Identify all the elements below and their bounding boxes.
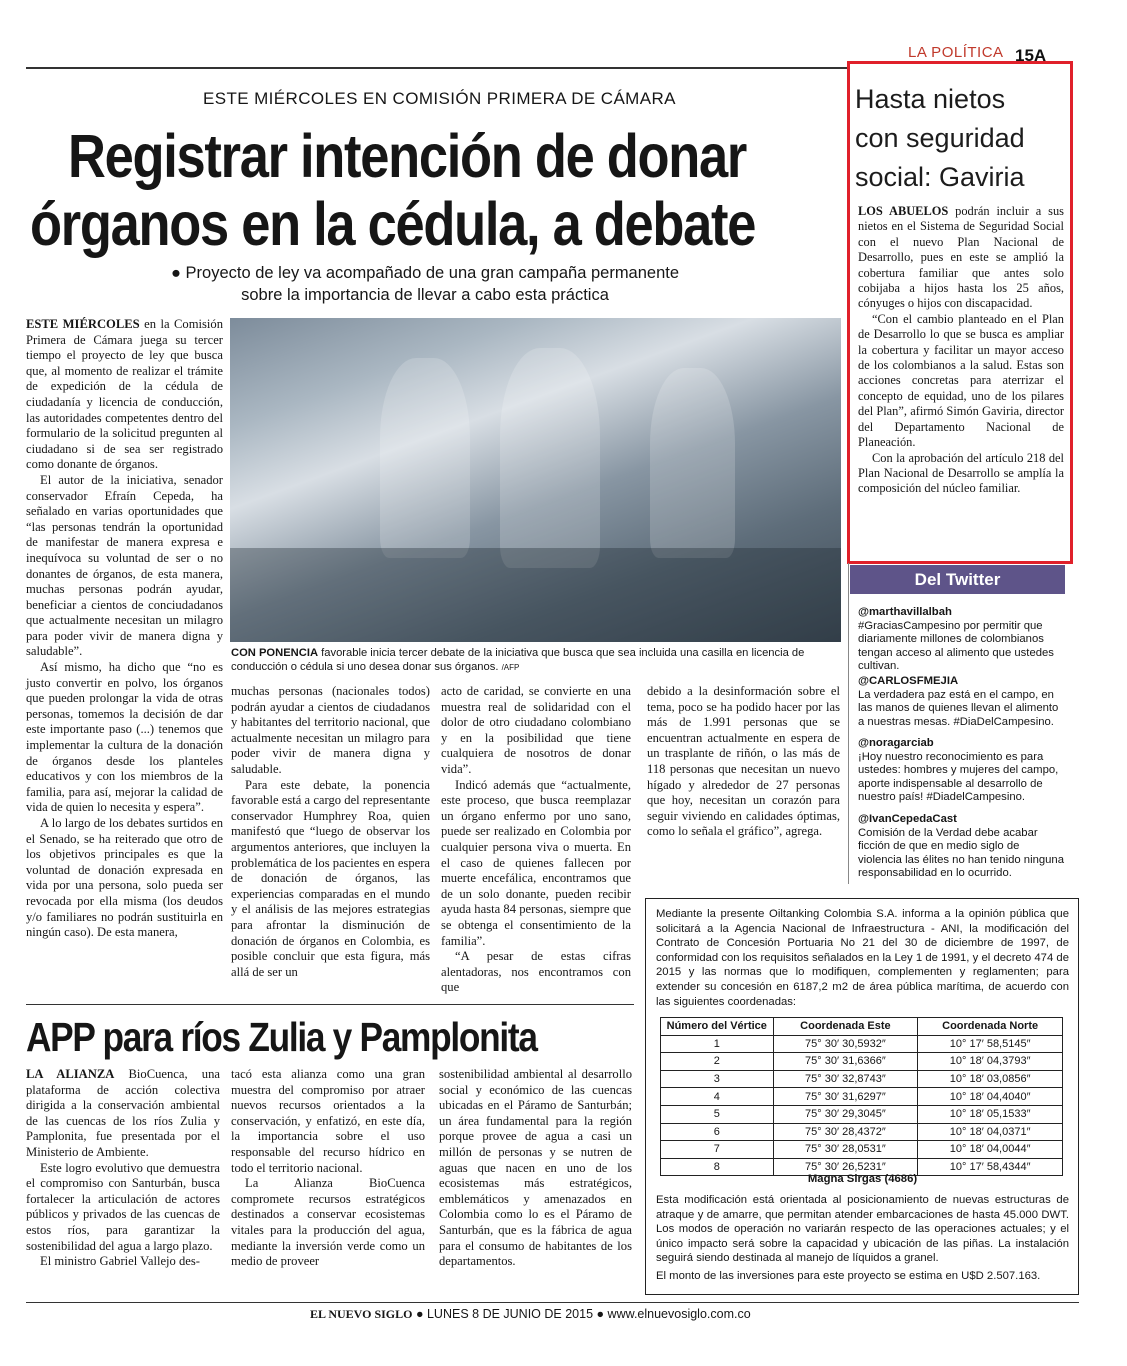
main-column-2 (231, 684, 430, 980)
column-header: Coordenada Este (773, 1018, 918, 1036)
paragraph: muchas personas (nacionales todos) podrán ayudar a cientos de ciudadanos y habitantes del territorio nacional, que actualmente necesitan un milagro para poder vivir de manera digna y saludable. (231, 684, 430, 776)
paragraph: sostenibilidad ambiental al desarrollo social y económico de las cuencas ubicadas en el Páramo de Santurbán; un área fundamental para la región porque provee de agua a casi un millón de personas y se nutren de aguas que nacen en uno de los ecosistemas más estratégicos, emblemáticos y amenazados en Colombia como lo es el Páramo de Santurbán, que es la fábrica de agua para el consumo de habitantes de los departamentos. (439, 1067, 632, 1269)
north-cell: 10° 18′ 04,3793″ (918, 1053, 1063, 1071)
tweet (858, 813, 1064, 881)
paragraph: debido a la desinformación sobre el tema, poco se ha podido hacer por las más de 1.991 personas que se encuentran actualmente en espera de un trasplante de riñón, o las más de 118 personas que necesitan un nuevo hígado y alrededor de 27 personas que hoy, necesitan un corazón para seguir viviendo en calidades óptimas, como lo señala el gráfico”, agrega. (647, 684, 840, 839)
tweet-text: Comisión de la Verdad debe acabar ficción de que en medio siglo de violencia las élites no han tenido ninguna responsabilidad en lo ocurrido. (858, 826, 1065, 879)
vertex-cell: 3 (661, 1070, 774, 1088)
main-column-3 (441, 684, 631, 996)
east-cell: 75° 30′ 31,6366″ (773, 1053, 918, 1071)
table-row (661, 1070, 1063, 1088)
sidebar-title-line-2: con seguridad (855, 123, 1025, 153)
app-column-3 (439, 1067, 632, 1270)
paragraph: “Con el cambio planteado en el Plan de Desarrollo lo que se busca es ampliar la cobertura y facilitar un mayor acceso de los colombianos a la salud. Estas son acciones concretas para aterrizar el concepto de equidad, uno de los pilares del Plan”, afirmó Simón Gaviria, director del Departamento Nacional de Planeación. (858, 311, 1064, 450)
story-divider (26, 1004, 634, 1005)
tweet-handle: @IvanCepedaCast (858, 813, 957, 825)
tweet-text: ¡Hoy nuestro reconocimiento es para ustedes: hombres y mujeres del campo, aporte indispensable al desarrollo de nuestro país! #DiadelCampesino. (858, 750, 1059, 803)
table-row (661, 1141, 1063, 1159)
headline-line-1: Registrar intención de donar (68, 122, 747, 190)
vertex-cell: 7 (661, 1141, 774, 1159)
app-column-2 (231, 1067, 425, 1270)
vertex-cell: 1 (661, 1035, 774, 1053)
deck-line-2: sobre la importancia de llevar a cabo esta práctica (241, 286, 609, 304)
paragraph: Así mismo, ha dicho que “no es justo convertir en polvo, los órganos que pueden prolongar la vida de otras personas, tomemos la decisión de dar este importante paso (...) tenemos que implementar la cultura de la donación de órganos desde los planteles educativos y con los miembros de la familia, para así, mejorar la calidad de vida de quien lo necesita y espera”. (26, 660, 223, 815)
deck (100, 262, 750, 306)
paragraph: podrán incluir a sus nietos en el Sistema de Seguridad Social con el nuevo Plan Nacional de Desarrollo, pues en este se amplió la cobertura familiar que antes solo cobijaba a hijos hasta los 25 años, cónyuges o hijos con discapacidad. (858, 204, 1064, 311)
vertex-cell: 4 (661, 1088, 774, 1106)
north-cell: 10° 18′ 04,0371″ (918, 1123, 1063, 1141)
paragraph: El ministro Gabriel Vallejo des- (40, 1254, 200, 1269)
table-row (661, 1123, 1063, 1141)
table-row (661, 1105, 1063, 1123)
vertex-cell: 5 (661, 1105, 774, 1123)
photo-caption (231, 646, 841, 675)
north-cell: 10° 17′ 58,4344″ (918, 1158, 1063, 1176)
tweet-handle: @CARLOSFMEJIA (858, 675, 959, 687)
lead-in: LA ALIANZA (26, 1067, 115, 1081)
east-cell: 75° 30′ 26,5231″ (773, 1158, 918, 1176)
caption-lead: CON PONENCIA (231, 647, 319, 659)
headline-line-2: órganos en la cédula, a debate (30, 190, 756, 258)
bullet-icon: ● (596, 1307, 608, 1321)
caption-text: favorable inicia tercer debate de la iniciativa que busca que sea incluida una casilla en licencia de conducción o cédula si uno desea donar sus órganos. (231, 647, 805, 673)
paragraph: Con la aprobación del artículo 218 del Plan Nacional de Desarrollo se amplía la composición del núcleo familiar. (858, 450, 1064, 496)
sidebar-title-line-3: social: Gaviria (855, 162, 1025, 192)
kicker: ESTE MIÉRCOLES EN COMISIÓN PRIMERA DE CÁMARA (203, 89, 676, 108)
photo-credit: /AFP (501, 663, 520, 672)
notice-body: Esta modificación está orientada al posicionamiento de nuevas estructuras de atraque y de amarre, que permitan atender embarcaciones de hasta 45.000 DWT. Los modos de operación no variarán respecto de las operaciones actuales; y el único impacto será sobre la capacidad y ubicación de las piñas. La instalación seguirá siendo destinada al manejo de líquidos a granel. (656, 1194, 1069, 1265)
vertex-cell: 6 (661, 1123, 774, 1141)
section-label: LA POLÍTICA (908, 44, 1004, 61)
table-row (661, 1035, 1063, 1053)
coordinates-table (660, 1017, 1063, 1176)
lead-in: LOS ABUELOS (858, 204, 949, 218)
paragraph: La Alianza BioCuenca compromete recursos estratégicos destinados a conservar ecosistemas vitales para la producción del agua, mediante la inversión verde como un medio de proveer (231, 1176, 425, 1269)
tweet-handle: @marthavillalbah (858, 606, 952, 618)
page-number: 15A (1015, 46, 1047, 65)
sidebar-title (855, 80, 1025, 197)
coordinate-datum: Magna Sirgas (4686) (807, 1173, 918, 1185)
app-column-1 (26, 1067, 220, 1270)
footer-url: www.elnuevosiglo.com.co (607, 1307, 751, 1321)
footer (310, 1307, 751, 1322)
table-row (661, 1053, 1063, 1071)
table-row (661, 1088, 1063, 1106)
masthead: EL NUEVO SIGLO (310, 1307, 413, 1321)
north-cell: 10° 18′ 03,0856″ (918, 1070, 1063, 1088)
sidebar-title-line-1: Hasta nietos (855, 84, 1006, 114)
paragraph: tacó esta alianza como una gran muestra del compromiso por atraer nuevos recursos orientados a la conservación, y enfatizó, en este día, la importancia sobre el uso responsable del recurso hídrico en todo el territorio nacional. (231, 1067, 425, 1175)
notice-intro: Mediante la presente Oiltanking Colombia S.A. informa a la opinión pública que solicitará a la Agencia Nacional de Infraestructura - ANI, la modificación del Contrato de Concesión Portuaria No 21 del 30 de diciembre de 1997, de conformidad con los requisitos señalados en la Ley 1 de 1991, y el decreto 474 de 2015 y las normas que lo modifiquen, complementen y reglamenten; para extender su concesión en 6187,2 m2 de área pública marítima, de acuerdo con las siguientes coordenadas: (656, 908, 1069, 1008)
east-cell: 75° 30′ 31,6297″ (773, 1088, 918, 1106)
surgery-photo (230, 318, 841, 642)
sidebar-body (858, 204, 1064, 497)
east-cell: 75° 30′ 28,4372″ (773, 1123, 918, 1141)
north-cell: 10° 18′ 04,4040″ (918, 1088, 1063, 1106)
app-headline: APP para ríos Zulia y Pamplonita (26, 1014, 537, 1060)
footer-date: LUNES 8 DE JUNIO DE 2015 (426, 1307, 594, 1321)
east-cell: 75° 30′ 28,0531″ (773, 1141, 918, 1159)
deck-line-1: Proyecto de ley va acompañado de una gran campaña permanente (185, 264, 680, 282)
main-column-1 (26, 317, 223, 941)
tweet-text: La verdadera paz está en el campo, en las manos de quienes llevan el alimento a nuestras mesas. #DiaDelCampesino. (858, 688, 1059, 728)
column-header: Número del Vértice (661, 1018, 774, 1036)
vertex-cell: 8 (661, 1158, 774, 1176)
paragraph: en la Comisión Primera de Cámara juega su tercer tiempo el proyecto de ley que busca que, al momento de realizar el trámite de expedición de la cédula de ciudadanía y licencia de conducción, las autoridades competentes dentro del formulario de la solicitud pregunten al ciudadano si de sea ser registrado como donante de órganos. (26, 317, 223, 472)
north-cell: 10° 17′ 58,5145″ (918, 1035, 1063, 1053)
paragraph: Este logro evolutivo que demuestra el compromiso con Santurbán, busca fortalecer la articulación de actores públicos y privados de las cuencas de estos ríos, para garantizar la sostenibilidad del agua a largo plazo. (26, 1160, 220, 1253)
footer-rule (26, 1302, 1079, 1303)
east-cell: 75° 30′ 29,3045″ (773, 1105, 918, 1123)
paragraph: Indicó además que “actualmente, este proceso, que busca reemplazar un órgano enfermo por uno sano, puede ser realizado en Colombia por cualquier persona viva o muerta. En el caso de quienes fallecen por muerte encefálica, encontramos que de un solo donante, pueden recibir ayuda hasta 84 personas, siempre que se obtenga el consentimiento de la familia”. (441, 777, 631, 948)
header-rule (26, 67, 850, 69)
tweet-handle: @noragarciab (858, 737, 934, 749)
paragraph: El autor de la iniciativa, senador conservador Efraín Cepeda, ha señalado en varias oportunidades que “las personas tendrán la oportunidad de manifestar de manera expresa e inequívoca su voluntad de ser o no donantes de órganos, de esta manera, muchas personas podrán ayudar, beneficiar a cientos de conciudadanos que actualmente necesitan un milagro para poder vivir de manera digna y saludable”. (26, 472, 223, 659)
lead-in: ESTE MIÉRCOLES (26, 317, 140, 331)
tweet (858, 675, 1064, 737)
paragraph: BioCuenca, una plataforma de acción colectiva dirigida a la conservación ambiental de las cuencas de los ríos Zulia y Pamplonita, fue presentada por el Ministerio de Ambiente. (26, 1067, 220, 1159)
north-cell: 10° 18′ 05,1533″ (918, 1105, 1063, 1123)
paragraph: acto de caridad, se convierte en una muestra real de solidaridad con el dolor de otro ciudadano colombiano y en la posibilidad que tiene cualquiera de nosotros de donar vida”. (441, 684, 631, 776)
vertex-cell: 2 (661, 1053, 774, 1071)
paragraph: A lo largo de los debates surtidos en el Senado, se ha reiterado que otro de los objetivos principales es que la voluntad de donación expresada en vida por una persona, solo pueda ser revocada por ella misma (los deudos y/o familiares no podrán sustituirla en ningún caso). De esta manera, (26, 816, 223, 940)
notice-closing: El monto de las inversiones para este proyecto se estima en U$D 2.507.163. (656, 1270, 1041, 1282)
tweet-list (858, 606, 1064, 881)
paragraph: “A pesar de estas cifras alentadoras, nos encontramos con que (441, 949, 631, 995)
east-cell: 75° 30′ 32,8743″ (773, 1070, 918, 1088)
main-column-4 (647, 684, 840, 840)
twitter-title: Del Twitter (850, 565, 1065, 594)
tweet (858, 737, 1064, 813)
tweet-text: #GraciasCampesino por permitir que diariamente millones de colombianos tengan acceso al alimento que ustedes cultivan. (858, 619, 1054, 672)
bullet-icon: ● (415, 1307, 427, 1321)
paragraph: Para este debate, la ponencia favorable está a cargo del representante conservador Humphrey Roa, quien manifestó que “luego de observar los argumentos anteriores, que incluyen la problemática de los pacientes en espera de donación de órganos, las experiencias comparadas en el mundo y el análisis de las mejores estrategias para afrontar la disminución de donación de órganos en Colombia, es posible concluir que esta figura, más allá de ser un (231, 777, 430, 979)
tweet (858, 606, 1064, 675)
table-header-row (661, 1018, 1063, 1036)
bullet-icon: ● (170, 264, 181, 282)
east-cell: 75° 30′ 30,5932″ (773, 1035, 918, 1053)
column-header: Coordenada Norte (918, 1018, 1063, 1036)
north-cell: 10° 18′ 04,0044″ (918, 1141, 1063, 1159)
